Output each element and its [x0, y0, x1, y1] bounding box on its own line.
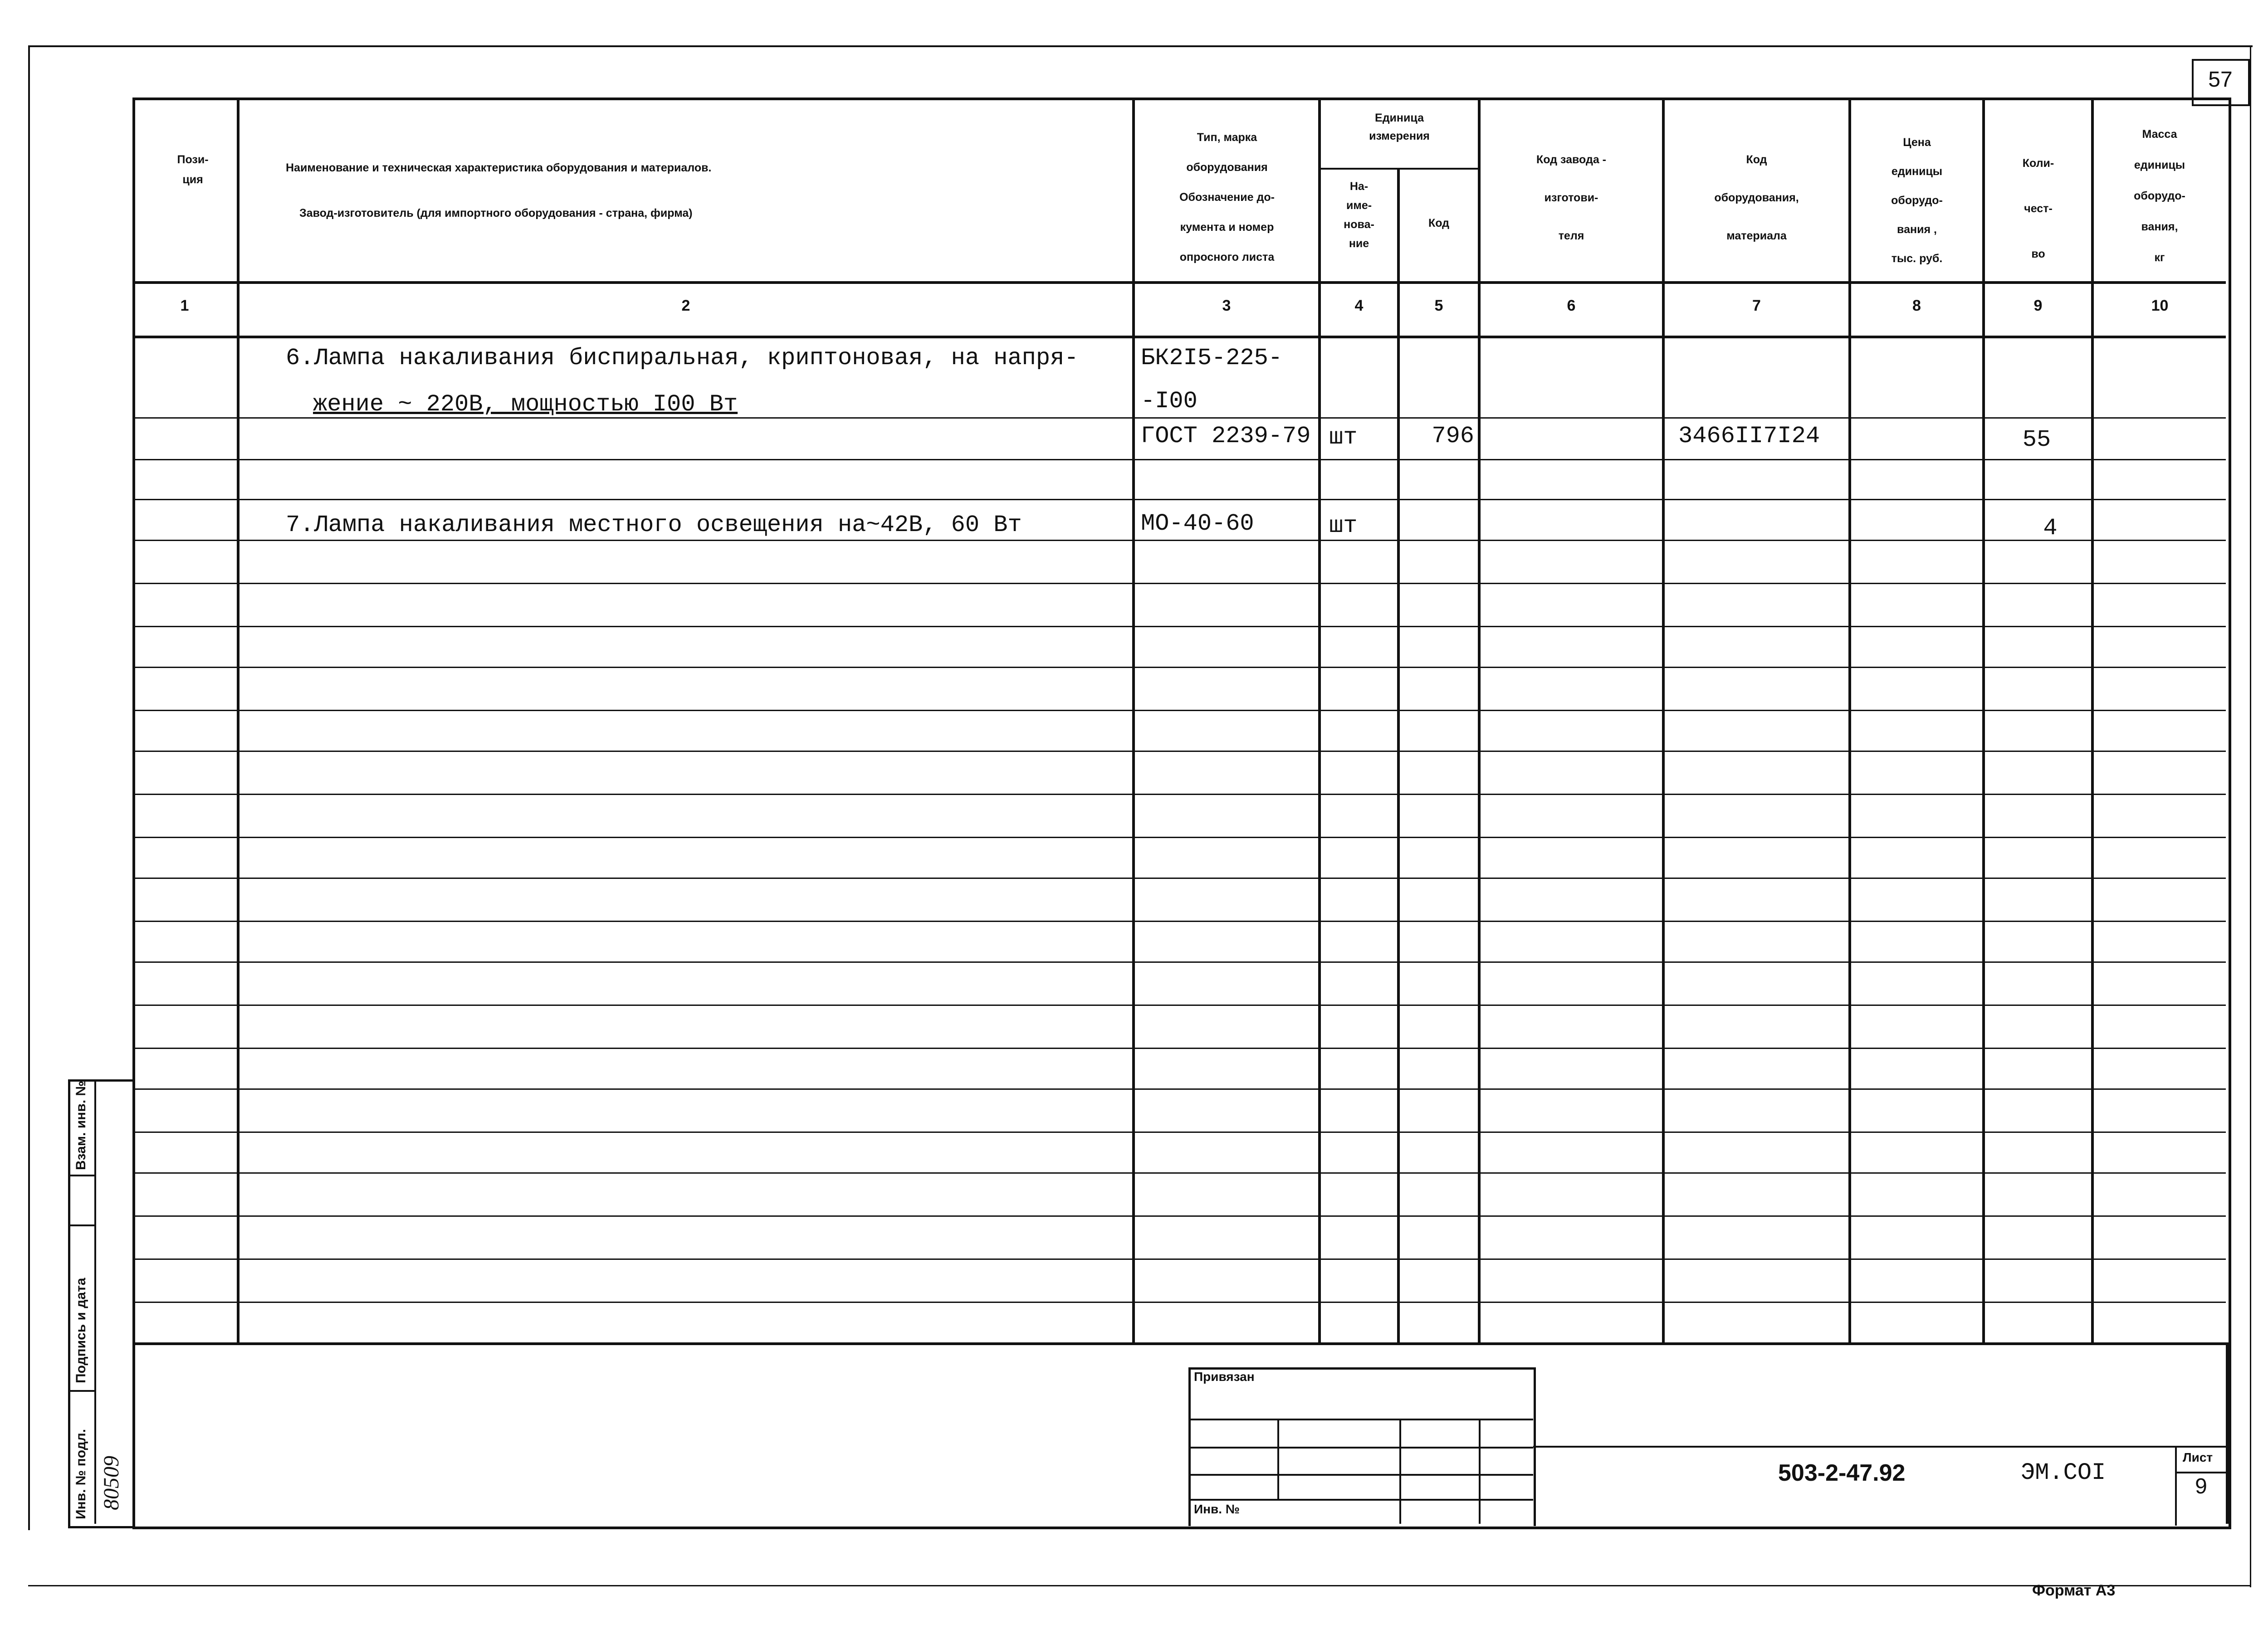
privyazan-hline-2: [1188, 1447, 1533, 1449]
table-row-line: [132, 499, 2226, 500]
side-stamp-vline: [94, 1079, 96, 1524]
item6-doc: ГОСТ 2239-79: [1141, 423, 1311, 449]
header-bottom-line: [132, 281, 2226, 284]
sheet-number-divider: [2175, 1472, 2226, 1473]
item6-quantity: 55: [2022, 426, 2051, 453]
table-bottom-line: [132, 1342, 2226, 1345]
table-row-line: [132, 1005, 2226, 1006]
sheet-number: 9: [2195, 1474, 2207, 1498]
table-row-line: [132, 667, 2226, 668]
item6-unit-code: 796: [1432, 423, 1474, 449]
privyazan-hline-4: [1188, 1499, 1533, 1501]
unit-group-line: [1318, 168, 1480, 170]
privyazan-vline-2: [1399, 1419, 1401, 1524]
colnum-9: 9: [2033, 297, 2043, 314]
header-col10: Масса единицы оборудо- вания, кг: [2134, 128, 2185, 264]
outer-frame-right-dash: [2250, 45, 2251, 1587]
table-row-line: [132, 1258, 2226, 1260]
table-row-line: [132, 1215, 2226, 1217]
format-label: Формат А3: [2032, 1582, 2116, 1599]
privyazan-vline-3: [1479, 1419, 1481, 1524]
side-stamp-hline-3: [68, 1390, 95, 1392]
side-vzam-label: Взам. инв. №: [73, 1081, 88, 1170]
header-col5: Код: [1428, 217, 1450, 229]
header-unit-group: Единица измерения: [1369, 112, 1430, 142]
colnum-bottom-line: [132, 336, 2226, 338]
stamp-top-line: [1533, 1446, 2227, 1448]
side-inv-podl-label: Инв. № подл.: [73, 1429, 88, 1519]
col-sep-4: [1397, 168, 1400, 1345]
item6-equipment-code: 3466II7I24: [1678, 423, 1820, 449]
colnum-3: 3: [1222, 297, 1231, 314]
doc-code: 503-2-47.92: [1778, 1460, 1906, 1486]
table-row-line: [132, 583, 2226, 584]
header-col4: На- име- нова- ние: [1344, 180, 1374, 250]
col-sep-5: [1478, 98, 1481, 1345]
colnum-6: 6: [1567, 297, 1576, 314]
privyazan-vline-1: [1277, 1419, 1279, 1500]
header-col6: Код завода - изготови- теля: [1536, 153, 1607, 242]
header-col1: Пози- ция: [177, 153, 209, 186]
col-sep-9: [2091, 98, 2094, 1345]
table-row-line: [132, 1132, 2226, 1133]
table-row-line: [132, 540, 2226, 541]
table-row-line: [132, 1172, 2226, 1174]
item6-type-line1: БК2I5-225-: [1141, 345, 1283, 371]
col-sep-6: [1662, 98, 1665, 1345]
col-sep-2: [1132, 98, 1135, 1345]
header-col8: Цена единицы оборудо- вания , тыс. руб.: [1891, 136, 1943, 265]
side-podpis-label: Подпись и дата: [73, 1278, 88, 1383]
side-stamp-hline-2: [68, 1224, 95, 1226]
col-sep-8: [1982, 98, 1985, 1345]
item7-quantity: 4: [2043, 515, 2058, 541]
item7-type: МО-40-60: [1141, 510, 1254, 537]
side-inv-podl-value: 80509: [99, 1456, 123, 1510]
item6-type-line2: -I00: [1141, 388, 1198, 415]
header-col2: Наименование и техническая характеристика оборудования и материалов. Завод-изготовитель (для импортного оборудования - страна, фирма): [286, 161, 712, 219]
table-row-line: [132, 459, 2226, 460]
colnum-2: 2: [681, 297, 690, 314]
item6-name-line2: жение ~ 220В, мощностью I00 Вт: [313, 391, 738, 418]
inv-no-label: Инв. №: [1194, 1502, 1240, 1516]
doc-mark: ЭМ.СОI: [2021, 1459, 2106, 1486]
table-row-line: [132, 626, 2226, 627]
page-number: 57: [2208, 68, 2233, 92]
col-sep-1: [237, 98, 240, 1345]
colnum-8: 8: [1912, 297, 1921, 314]
table-row-line: [132, 1048, 2226, 1049]
privyazan-hline-1: [1188, 1419, 1533, 1420]
sheet-label: Лист: [2183, 1450, 2213, 1464]
table-row-line: [132, 878, 2226, 879]
item6-name-line1: 6.Лампа накаливания биспиральная, криптоновая, на напря-: [286, 345, 1079, 371]
header-col7: Код оборудования, материала: [1714, 153, 1799, 242]
item7-unit: шт: [1329, 512, 1358, 539]
outer-frame-bottom: [28, 1585, 2251, 1586]
item6-unit: шт: [1329, 424, 1358, 451]
table-row-line: [132, 751, 2226, 752]
col-sep-3: [1318, 98, 1321, 1345]
colnum-1: 1: [180, 297, 189, 314]
table-row-line: [132, 921, 2226, 922]
table-row-line: [132, 837, 2226, 838]
table-row-line: [132, 961, 2226, 963]
privyazan-hline-3: [1188, 1474, 1533, 1476]
privyazan-label: Привязан: [1194, 1370, 1255, 1384]
colnum-5: 5: [1434, 297, 1443, 314]
item7-name: 7.Лампа накаливания местного освещения на~42В, 60 Вт: [286, 512, 1022, 538]
header-col3: Тип, марка оборудования Обозначение до- кумента и номер опросного листа: [1179, 131, 1275, 263]
side-stamp-hline-1: [68, 1175, 95, 1176]
header-col9: Коли- чест- во: [2022, 157, 2054, 260]
table-row-line: [132, 794, 2226, 795]
table-row-line: [132, 1302, 2226, 1303]
colnum-7: 7: [1752, 297, 1761, 314]
table-row-line: [132, 1088, 2226, 1090]
colnum-10: 10: [2151, 297, 2169, 314]
table-row-line: [132, 710, 2226, 711]
col-sep-7: [1848, 98, 1851, 1345]
colnum-4: 4: [1354, 297, 1364, 314]
